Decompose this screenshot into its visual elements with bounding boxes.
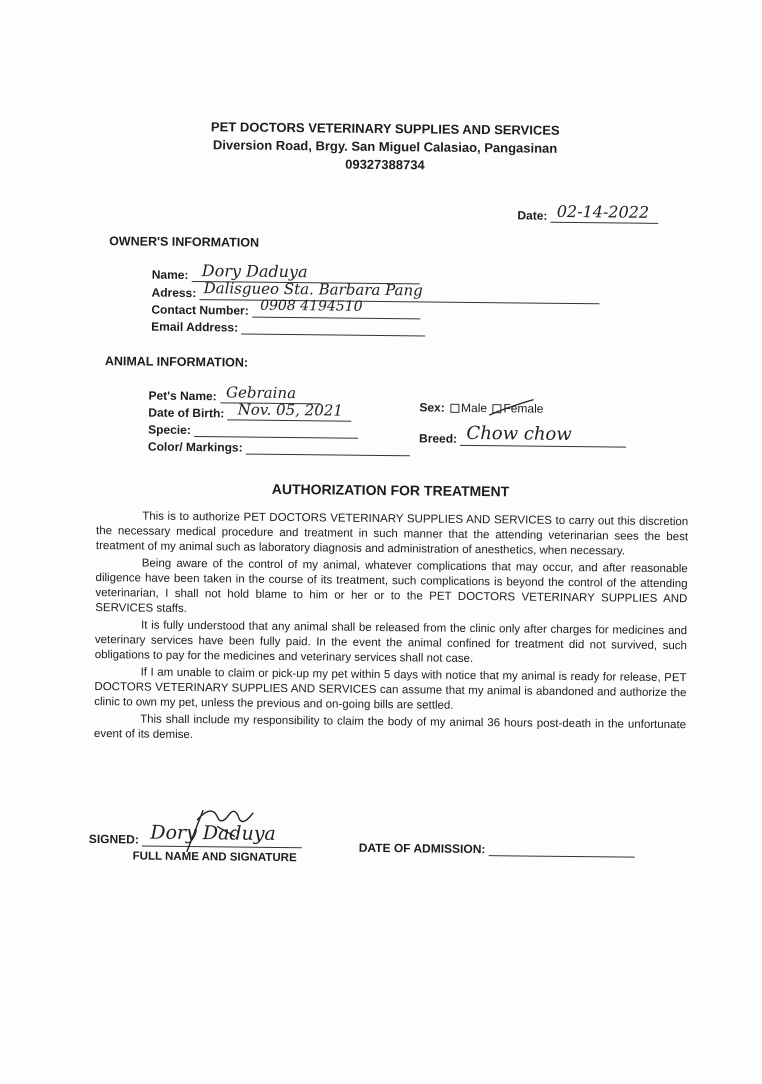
dob-value: Nov. 05, 2021 bbox=[237, 400, 343, 420]
company-name: PET DOCTORS VETERINARY SUPPLIES AND SERVICES bbox=[210, 119, 560, 138]
company-address: Diversion Road, Brgy. San Miguel Calasiao, Pangasinan bbox=[212, 137, 558, 156]
dob-label: Date of Birth: bbox=[148, 405, 225, 421]
owner-address-label: Adress: bbox=[151, 285, 197, 301]
company-phone: 09327388734 bbox=[345, 156, 425, 173]
owner-name-label: Name: bbox=[151, 267, 189, 282]
color-field bbox=[148, 440, 410, 457]
signed-label: SIGNED: bbox=[88, 831, 139, 847]
breed-field bbox=[418, 422, 626, 447]
signature-caption: FULL NAME AND SIGNATURE bbox=[132, 850, 297, 865]
sex-label: Sex: bbox=[419, 400, 445, 415]
authorization-body bbox=[94, 509, 688, 750]
sex-male-checkbox[interactable] bbox=[450, 404, 459, 413]
sex-male-label: Male bbox=[461, 400, 488, 416]
owner-contact-label: Contact Number: bbox=[151, 302, 249, 318]
sex-female-label: Female bbox=[503, 401, 544, 416]
authorization-paragraph-1: This is to authorize PET DOCTORS VETERINARY SUPPLIES AND SERVICES to carry out this discretion the necessary medical procedure and treatment in such manner that the attending veterinarian sees the best treatment of my animal such as laboratory diagnosis and administration of anesthetics, when necessary. bbox=[95, 510, 689, 558]
owner-email-line bbox=[241, 321, 425, 337]
admission-date-label: DATE OF ADMISSION: bbox=[358, 840, 486, 857]
date-field bbox=[517, 201, 659, 223]
owner-contact-field bbox=[151, 297, 420, 320]
owner-contact-line bbox=[252, 297, 420, 320]
animal-section-title: ANIMAL INFORMATION: bbox=[104, 354, 249, 370]
admission-date-line bbox=[489, 841, 635, 858]
owner-name-value: Dory Daduya bbox=[201, 261, 308, 282]
authorization-paragraph-3: It is fully understood that any animal shall be released from the clinic only after charges for medicines and veterinary services have been fully paid. In the event the animal confined for treatment did not survived, such obligations to pay for the medicines and veterinary services shall not case. bbox=[94, 619, 688, 665]
form-header bbox=[4, 116, 762, 178]
signature-field bbox=[88, 821, 303, 848]
female-check-mark bbox=[487, 397, 535, 420]
specie-line bbox=[194, 423, 358, 439]
breed-line bbox=[460, 422, 626, 448]
authorization-paragraph-2: Being aware of the control of my animal, whatever complications that may occur, and after reasonable diligence have been taken in the course of its treatment, such complications is beyond the control of the attending veterinarian, I shall not hold blame to him or her or to the PET DOCTORS VETERINARY SUPPLIES AND SERVICES staffs. bbox=[95, 557, 688, 615]
owner-address-value: Dalisgueo Sta. Barbara Pang bbox=[203, 279, 423, 300]
admission-date-field bbox=[359, 840, 635, 858]
owner-address-field bbox=[151, 279, 600, 305]
date-value: 02-14-2022 bbox=[556, 201, 650, 222]
sex-field bbox=[419, 400, 543, 415]
color-line bbox=[246, 441, 410, 457]
owner-email-field bbox=[151, 320, 425, 337]
date-label: Date: bbox=[517, 208, 548, 223]
dob-line bbox=[228, 400, 352, 421]
owner-email-label: Email Address: bbox=[151, 319, 239, 335]
authorization-paragraph-5: This shall include my responsibility to claim the body of my animal 36 hours post-death in the unfortunate event of its demise. bbox=[93, 713, 687, 742]
authorization-title: AUTHORIZATION FOR TREATMENT bbox=[271, 480, 510, 500]
owner-section-title: OWNER'S INFORMATION bbox=[109, 234, 260, 250]
pet-name-label: Pet's Name: bbox=[148, 388, 217, 404]
authorization-paragraph-4: If I am unable to claim or pick-up my pet within 5 days with notice that my animal is ready for release, PET DOCTORS VETERINARY SUPPLIES AND SERVICES can assume that my animal is abandoned and authorize the clinic to own my pet, unless the previous and on-going bills are settled. bbox=[94, 666, 687, 712]
breed-value: Chow chow bbox=[466, 422, 572, 446]
specie-label: Specie: bbox=[148, 422, 191, 438]
breed-label: Breed: bbox=[418, 431, 458, 446]
specie-field bbox=[148, 423, 358, 439]
dob-field bbox=[148, 400, 351, 422]
owner-contact-value: 0908 4194510 bbox=[260, 297, 363, 315]
color-label: Color/ Markings: bbox=[147, 439, 243, 455]
date-line bbox=[551, 201, 659, 224]
signature-name-value: Dory Daduya bbox=[150, 821, 276, 845]
pet-name-value: Gebraina bbox=[226, 383, 297, 403]
